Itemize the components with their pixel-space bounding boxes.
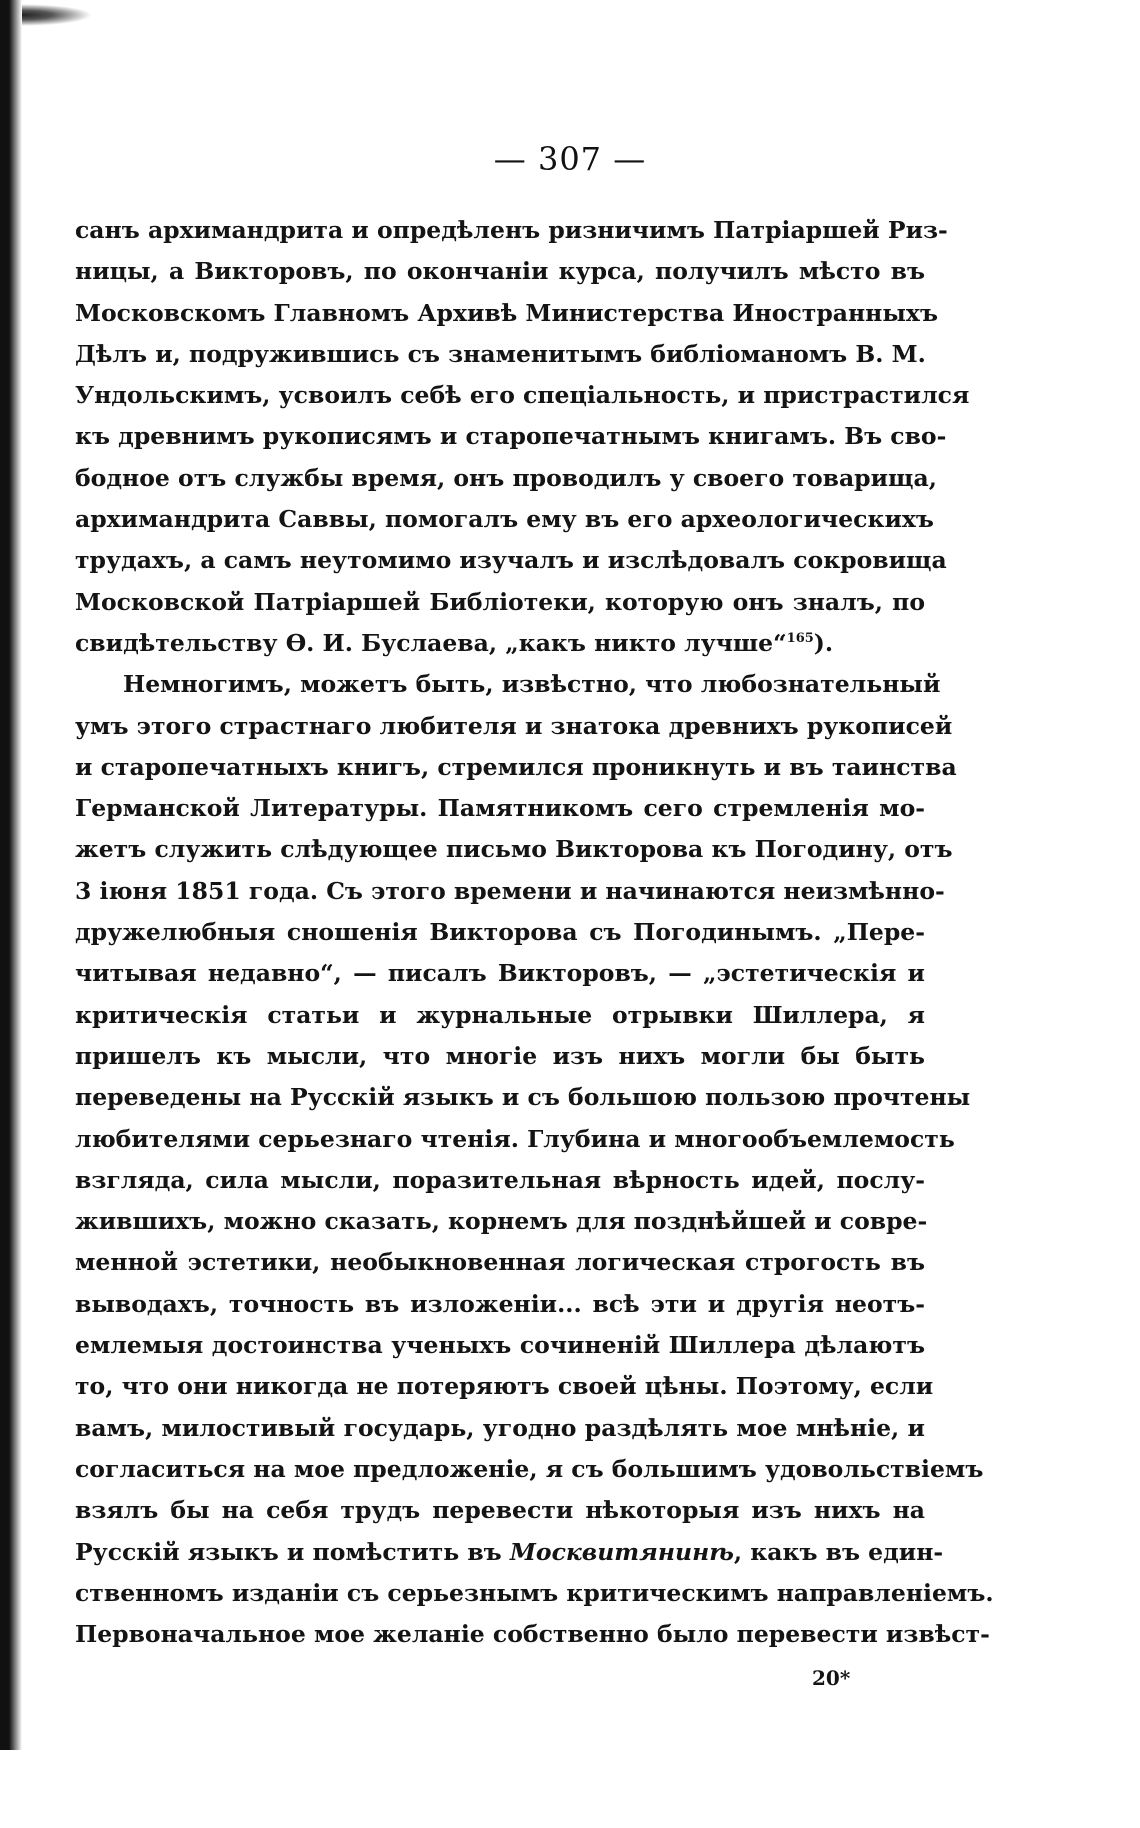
text-line: Московскомъ Главномъ Архивѣ Министерства Иностранныхъ	[75, 298, 938, 327]
text-line: согласиться на мое предложеніе, я съ большимъ удовольствіемъ	[75, 1454, 984, 1483]
body-text	[75, 210, 994, 1655]
text-line: Первоначальное мое желаніе собственно было перевести извѣст-	[75, 1620, 990, 1649]
text-line: 3 іюня 1851 года. Съ этого времени и начинаются неизмѣнно-	[75, 876, 945, 905]
text-line: выводахъ, точность въ изложеніи... всѣ эти и другія неотъ-	[75, 1289, 925, 1318]
text-line: менной эстетики, необыкновенная логическая строгость въ	[75, 1248, 925, 1277]
journal-title: Москвитянинѣ	[509, 1537, 734, 1566]
text-line: взялъ бы на себя трудъ перевести нѣкоторыя изъ нихъ на	[75, 1496, 925, 1525]
text-line: умъ этого страстнаго любителя и знатока древнихъ рукописей	[75, 711, 953, 740]
text-line: то, что они никогда не потеряютъ своей цѣны. Поэтому, если	[75, 1372, 934, 1401]
text-line	[75, 623, 925, 664]
text-line: вамъ, милостивый государь, угодно раздѣлять мое мнѣніе, и	[75, 1413, 925, 1442]
text-line: жетъ служить слѣдующее письмо Викторова къ Погодину, отъ	[75, 835, 953, 864]
text-line: Московской Патріаршей Библіотеки, которую онъ зналъ, по	[75, 587, 925, 616]
text-line: жившихъ, можно сказать, корнемъ для позднѣйшей и совре-	[75, 1207, 928, 1236]
text-line: санъ архимандрита и опредѣленъ ризничимъ Патріаршей Риз-	[75, 216, 948, 244]
text-line: Ундольскимъ, усвоилъ себѣ его спеціальность, и пристрастился	[75, 381, 970, 410]
text-line: дружелюбныя сношенія Викторова съ Погодинымъ. „Пере-	[75, 918, 925, 947]
text-line: читывая недавно“, — писалъ Викторовъ, — „эстетическія и	[75, 959, 925, 988]
text-line: Немногимъ, можетъ быть, извѣстно, что любознательный	[123, 670, 941, 699]
text-line: любителями серьезнаго чтенія. Глубина и многообъемлемость	[75, 1124, 955, 1153]
text-line: къ древнимъ рукописямъ и старопечатнымъ книгамъ. Въ сво-	[75, 422, 947, 451]
text-line	[75, 1532, 944, 1573]
text-line: емлемыя достоинства ученыхъ сочиненій Шиллера дѣлаютъ	[75, 1331, 925, 1360]
footnote-reference: 165	[786, 631, 814, 647]
text-line: Германской Литературы. Памятникомъ сего стремленія мо-	[75, 794, 925, 823]
text-line: ственномъ изданіи съ серьезнымъ критическимъ направленіемъ.	[75, 1578, 994, 1607]
line-ending: ).	[813, 628, 834, 657]
scan-edge-shadow	[0, 0, 28, 1750]
text-line: архимандрита Саввы, помогалъ ему въ его археологическихъ	[75, 505, 934, 534]
signature-mark: 20*	[812, 1666, 851, 1690]
text-line: взгляда, сила мысли, поразительная вѣрность идей, послу-	[75, 1165, 925, 1194]
scan-edge-smudge	[22, 4, 92, 26]
text-line: критическія статьи и журнальные отрывки Шиллера, я	[75, 1000, 925, 1029]
text-line: и старопечатныхъ книгъ, стремился проникнуть и въ таинства	[75, 752, 957, 781]
line-text: свидѣтельству Ѳ. И. Буслаева, „какъ никто лучше“	[75, 628, 787, 657]
line-text: , какъ въ един-	[733, 1537, 944, 1566]
page-number-header: — 307 —	[493, 140, 647, 178]
text-line: бодное отъ службы время, онъ проводилъ у своего товарища,	[75, 463, 937, 492]
text-line: пришелъ къ мысли, что многіе изъ нихъ могли бы быть	[75, 1041, 925, 1070]
text-line: Дѣлъ и, подружившись съ знаменитымъ библіоманомъ В. М.	[75, 339, 926, 368]
text-line: переведены на Русскій языкъ и съ большою пользою прочтены	[75, 1083, 971, 1112]
line-text: Русскій языкъ и помѣстить въ	[75, 1537, 510, 1566]
text-line: ницы, а Викторовъ, по окончаніи курса, получилъ мѣсто въ	[75, 257, 925, 286]
text-line: трудахъ, а самъ неутомимо изучалъ и изслѣдовалъ сокровища	[75, 546, 947, 575]
